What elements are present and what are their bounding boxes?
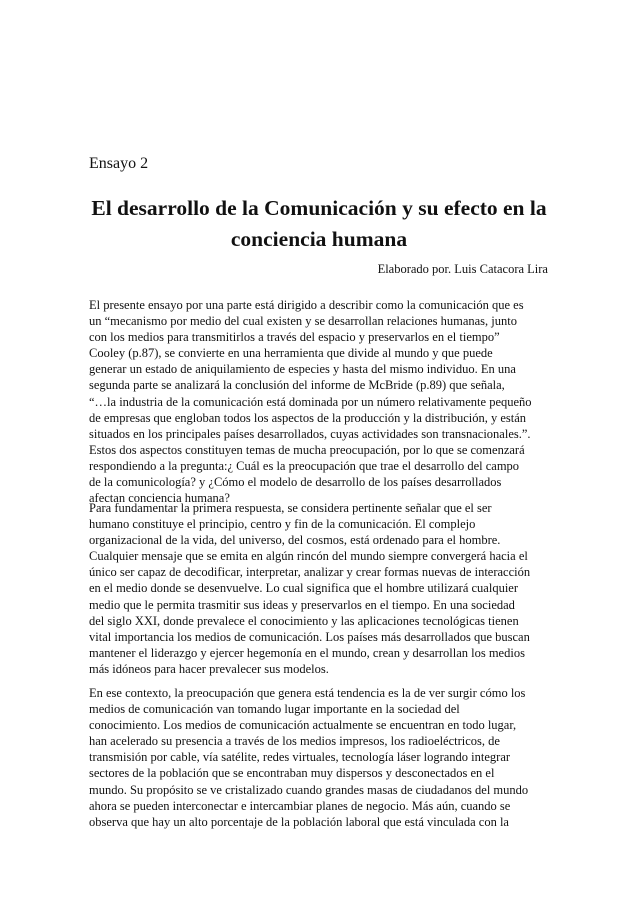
paragraph-line: Para fundamentar la primera respuesta, se considera pertinente señalar que el ser — [89, 501, 492, 515]
paragraph-line: mundo. Su propósito se ve cristalizado cuando grandes masas de ciudadanos del mundo — [89, 782, 529, 797]
paragraph-line: El presente ensayo por una parte está dirigido a describir como la comunicación que es — [89, 298, 524, 312]
paragraph-line: conocimiento. Los medios de comunicación actualmente se encuentran en todo lugar, — [89, 718, 517, 733]
paragraph-line: un “mecanismo por medio del cual existen y se desarrollan relaciones humanas, junto — [89, 314, 517, 329]
essay-title — [89, 193, 549, 255]
paragraph-line: generar un estado de aniquilamiento de especies y hasta del mismo individuo. En una — [89, 362, 516, 377]
paragraph-line: han acelerado su presencia a través de los medios impresos, los radioeléctricos, de — [89, 734, 500, 749]
paragraph-line: Cooley (p.87), se convierte en una herramienta que divide al mundo y que puede — [89, 346, 493, 361]
paragraph-line: más idóneos para hacer prevalecer sus modelos. — [89, 661, 329, 676]
paragraph-line: vital importancia los medios de comunicación. Los países más desarrollados que buscan — [89, 629, 530, 644]
paragraph-line: ahora se pueden interconectar e intercambiar planes de negocio. Más aún, cuando se — [89, 798, 511, 813]
body-paragraph — [89, 500, 548, 677]
paragraph-line: En ese contexto, la preocupación que genera está tendencia es la de ver surgir cómo los — [89, 686, 526, 700]
paragraph-line: único ser capaz de decodificar, interpretar, analizar y crear formas nuevas de interacción — [89, 565, 531, 580]
essay-label: Ensayo 2 — [89, 155, 149, 172]
paragraph-line: organizacional de la vida, del universo, del cosmos, está ordenado para el hombre. — [89, 533, 501, 548]
paragraph-line: transmisión por cable, vía satélite, redes virtuales, tecnología láser logrando integrar — [89, 750, 511, 765]
body-paragraph — [89, 685, 548, 830]
paragraph-line: “…la industria de la comunicación está dominada por un número relativamente pequeño — [89, 394, 532, 409]
paragraph-line: de la comunicología? y ¿Cómo el modelo de desarrollo de los países desarrollados — [89, 475, 502, 490]
body-paragraph — [89, 297, 548, 506]
paragraph-line: mantener el liderazgo y ejercer hegemonía en el mundo, crean y desarrollan los medios — [89, 645, 525, 660]
essay-title-line: El desarrollo de la Comunicación y su efecto en la — [91, 196, 547, 220]
paragraph-line: sectores de la población que se encontraban muy dispersos y desconectados en el — [89, 766, 495, 781]
paragraph-line: con los medios para transmitirlos a través del espacio y preservarlos en el tiempo” — [89, 330, 500, 345]
paragraph-line: medios de comunicación van tomando lugar importante en la sociedad del — [89, 702, 460, 717]
paragraph-line: Estos dos aspectos constituyen temas de mucha preocupación, por lo que se comenzará — [89, 442, 525, 457]
author-line: Elaborado por. Luis Catacora Lira — [377, 262, 548, 276]
paragraph-line: situados en los principales países desarrollados, cuyas actividades son transnacionales.”. — [89, 426, 531, 441]
paragraph-line: Cualquier mensaje que se emita en algún rincón del mundo siempre convergerá hacia el — [89, 549, 528, 564]
paragraph-line: afectan conciencia humana? — [89, 491, 230, 506]
paragraph-line: del siglo XXI, donde prevalece el conocimiento y las aplicaciones tecnológicas tienen — [89, 613, 519, 628]
paragraph-line: humano constituye el principio, centro y fin de la comunicación. El complejo — [89, 517, 476, 532]
paragraph-line: segunda parte se analizará la conclusión del informe de McBride (p.89) que señala, — [89, 378, 505, 393]
essay-title-line: conciencia humana — [230, 227, 408, 251]
paragraph-line: respondiendo a la pregunta:¿ Cuál es la preocupación que trae el desarrollo del campo — [89, 458, 520, 473]
paragraph-line: observa que hay un alto porcentaje de la población laboral que está vinculada con la — [89, 814, 509, 829]
paragraph-line: en el medio donde se desenvuelve. Lo cual significa que el hombre utilizará cualquier — [89, 581, 519, 596]
paragraph-line: de empresas que engloban todos los aspectos de la producción y la distribución, y están — [89, 410, 527, 425]
paragraph-line: medio que le permita trasmitir sus ideas y preservarlos en el tiempo. En una sociedad — [89, 597, 515, 612]
